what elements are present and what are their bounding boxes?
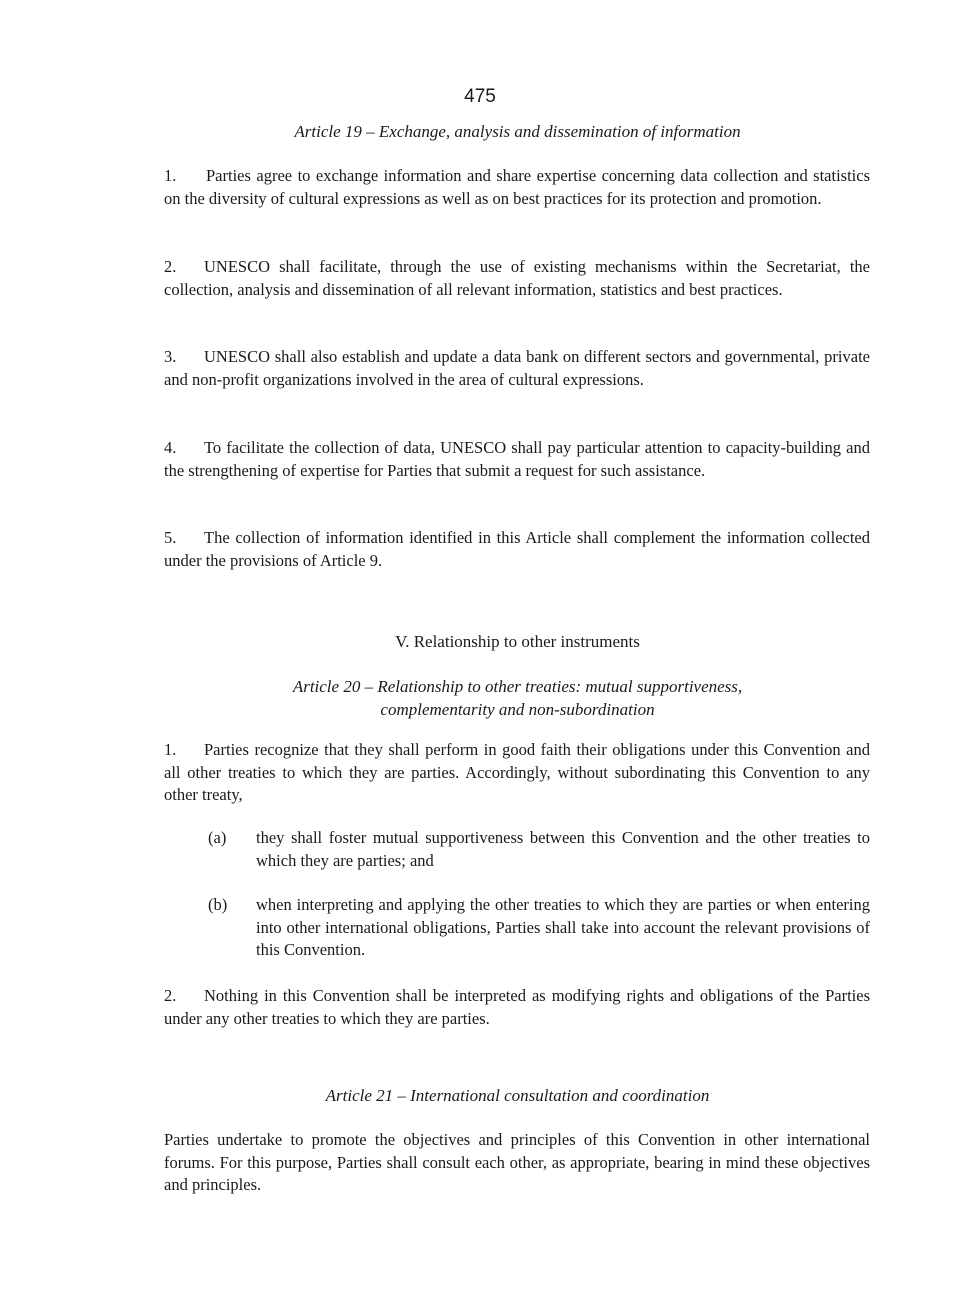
section-title: V. Relationship to other instruments [395,632,640,651]
article-19-heading: Article 19 – Exchange, analysis and dissemination of information [294,122,741,141]
paragraph-number: 2. [164,986,177,1005]
paragraph-text: Parties recognize that they shall perform in good faith their obligations under this Convention and all other treaties to which they are parties. Accordingly, without subordinating this Convention to any other treaty, [164,740,870,804]
paragraph-text: The collection of information identified in this Article shall complement the information collected under the provisions of Article 9. [164,528,870,570]
paragraph-text: To facilitate the collection of data, UNESCO shall pay particular attention to capacity-building and the strengthening of expertise for Parties that submit a request for such assistance. [164,438,870,480]
article-20-heading-line-1: Article 20 – Relationship to other treaties: mutual supportiveness, [292,677,743,696]
paragraph-text: UNESCO shall also establish and update a data bank on different sectors and governmental, private and non-profit organizations involved in the area of cultural expressions. [164,347,870,389]
paragraph-number: 3. [164,347,177,366]
paragraph-text: UNESCO shall facilitate, through the use of existing mechanisms within the Secretariat, the collection, analysis and dissemination of all relevant information, statistics and best practices. [164,257,870,299]
article-19-paragraph-5 [164,527,870,572]
article-19-paragraph-3 [164,346,870,391]
article-21-paragraph: Parties undertake to promote the objectives and principles of this Convention in other international forums. For this purpose, Parties shall consult each other, as appropriate, bearing in mind these objectives and principles. [164,1130,870,1194]
paragraph-number: 4. [164,438,177,457]
article-20-heading-line-2: complementarity and non-subordination [380,700,655,719]
paragraph-number: 1. [164,166,177,185]
paragraph-number: 5. [164,528,177,547]
list-item-a [208,827,870,872]
paragraph-number: 2. [164,257,177,276]
article-21-heading: Article 21 – International consultation and coordination [325,1086,710,1105]
article-19-paragraph-1 [164,165,870,210]
article-19-paragraph-2 [164,256,870,301]
paragraph-number: 1. [164,740,177,759]
paragraph-text: Parties agree to exchange information and share expertise concerning data collection and statistics on the diversity of cultural expressions as well as on best practices for its protection and promotion. [164,166,870,208]
article-20-paragraph-2 [164,985,870,1030]
article-19-paragraph-4 [164,437,870,482]
list-item-label: (b) [208,895,228,914]
page-number: 475 [464,86,496,107]
list-item-text: when interpreting and applying the other treaties to which they are parties or when entering into other international obligations, Parties shall take into account the relevant provisions of this Convention. [256,895,870,959]
list-item-b [208,894,870,962]
article-20-paragraph-1 [164,739,870,807]
paragraph-text: Nothing in this Convention shall be interpreted as modifying rights and obligations of the Parties under any other treaties to which they are parties. [164,986,870,1028]
list-item-label: (a) [208,828,227,847]
list-item-text: they shall foster mutual supportiveness between this Convention and the other treaties to which they are parties; and [256,828,870,870]
